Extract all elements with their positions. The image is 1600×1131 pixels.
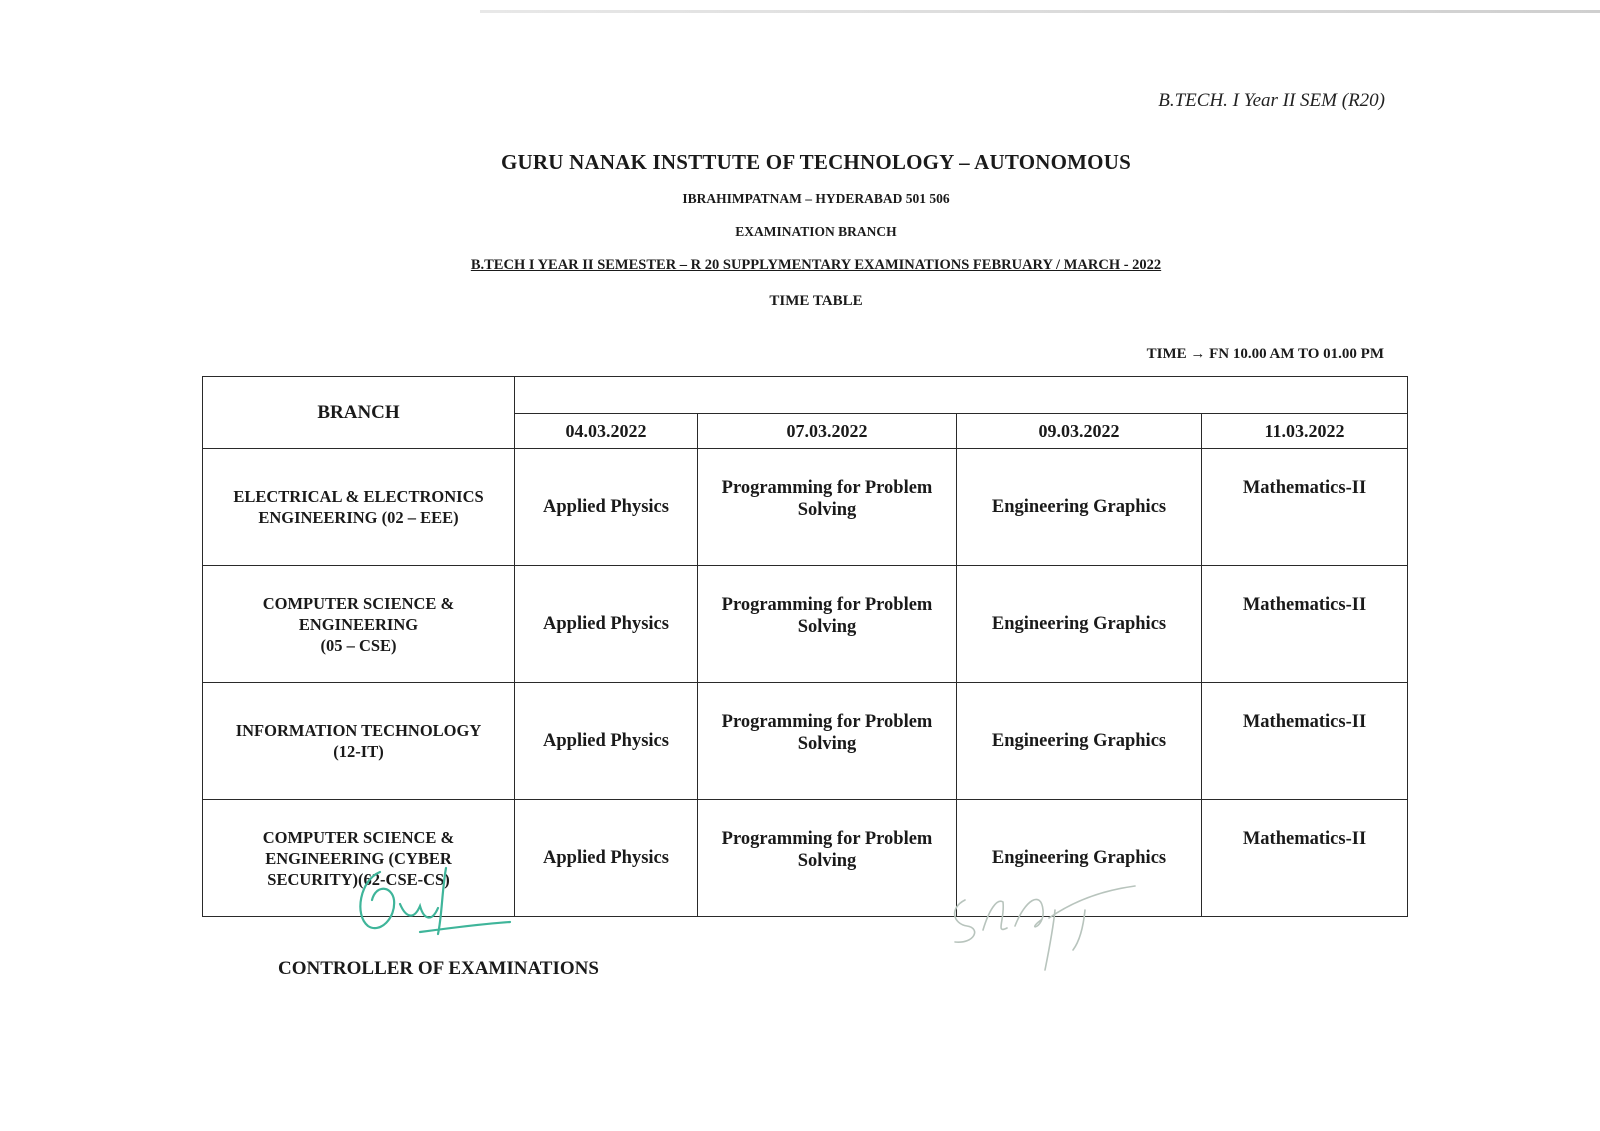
controller-signature — [350, 860, 520, 940]
branch-cell — [203, 449, 515, 566]
subject-cell: Mathematics-II — [1202, 683, 1408, 800]
subject-cell: Programming for Problem Solving — [698, 566, 957, 683]
blank-header-cell — [515, 377, 1408, 414]
subject-cell: Applied Physics — [515, 449, 698, 566]
institute-address: IBRAHIMPATNAM – HYDERABAD 501 506 — [682, 191, 950, 206]
subject-cell: Applied Physics — [515, 683, 698, 800]
subject-cell: Engineering Graphics — [957, 800, 1202, 917]
second-signature — [945, 880, 1145, 975]
branch-line: INFORMATION TECHNOLOGY — [235, 721, 482, 740]
institute-name: GURU NANAK INSTTUTE OF TECHNOLOGY – AUTONOMOUS — [501, 150, 1131, 174]
branch-line: ENGINEERING — [298, 614, 419, 634]
subject-cell: Engineering Graphics — [957, 683, 1202, 800]
branch-line: ENGINEERING (CYBER — [265, 848, 452, 868]
controller-of-examinations: CONTROLLER OF EXAMINATIONS — [278, 958, 599, 979]
date-header: 07.03.2022 — [698, 414, 957, 449]
subject-cell: Mathematics-II — [1202, 566, 1408, 683]
branch-line: ELECTRICAL & ELECTRONICS — [233, 487, 484, 506]
subject-cell: Programming for Problem Solving — [698, 683, 957, 800]
branch-line: (12-IT) — [333, 742, 384, 761]
branch-cell — [203, 683, 515, 800]
header-row-top — [203, 377, 1408, 414]
subject-cell: Applied Physics — [515, 800, 698, 917]
subject-cell: Mathematics-II — [1202, 800, 1408, 917]
branch-line: ENGINEERING (02 – EEE) — [258, 508, 459, 527]
page-top-edge — [480, 10, 1600, 13]
branch-line: COMPUTER SCIENCE & — [262, 593, 455, 613]
document-header — [0, 150, 1600, 310]
table-row — [203, 683, 1408, 800]
branch-cell — [203, 566, 515, 683]
subject-cell: Programming for Problem Solving — [698, 449, 957, 566]
examination-branch: EXAMINATION BRANCH — [735, 224, 897, 239]
signature-stroke — [360, 868, 510, 934]
course-tag: B.TECH. I Year II SEM (R20) — [1158, 90, 1385, 111]
branch-header: BRANCH — [203, 377, 515, 449]
exam-time: TIME → FN 10.00 AM TO 01.00 PM — [1146, 346, 1384, 362]
subject-cell: Programming for Problem Solving — [698, 800, 957, 917]
date-header: 11.03.2022 — [1202, 414, 1408, 449]
timetable — [202, 376, 1408, 917]
subject-cell: Mathematics-II — [1202, 449, 1408, 566]
subject-cell: Engineering Graphics — [957, 449, 1202, 566]
branch-line: (05 – CSE) — [320, 635, 397, 655]
signature-stroke — [955, 886, 1135, 970]
subject-cell: Engineering Graphics — [957, 566, 1202, 683]
branch-line: COMPUTER SCIENCE & — [262, 827, 455, 847]
table-row — [203, 566, 1408, 683]
timetable-title: TIME TABLE — [769, 293, 863, 309]
branch-line: SECURITY)(62-CSE-CS) — [267, 869, 450, 889]
exam-title: B.TECH I YEAR II SEMESTER – R 20 SUPPLYMENTARY EXAMINATIONS FEBRUARY / MARCH - 2022 — [470, 257, 1162, 273]
date-header: 09.03.2022 — [957, 414, 1202, 449]
subject-cell: Applied Physics — [515, 566, 698, 683]
table-row — [203, 449, 1408, 566]
date-header: 04.03.2022 — [515, 414, 698, 449]
